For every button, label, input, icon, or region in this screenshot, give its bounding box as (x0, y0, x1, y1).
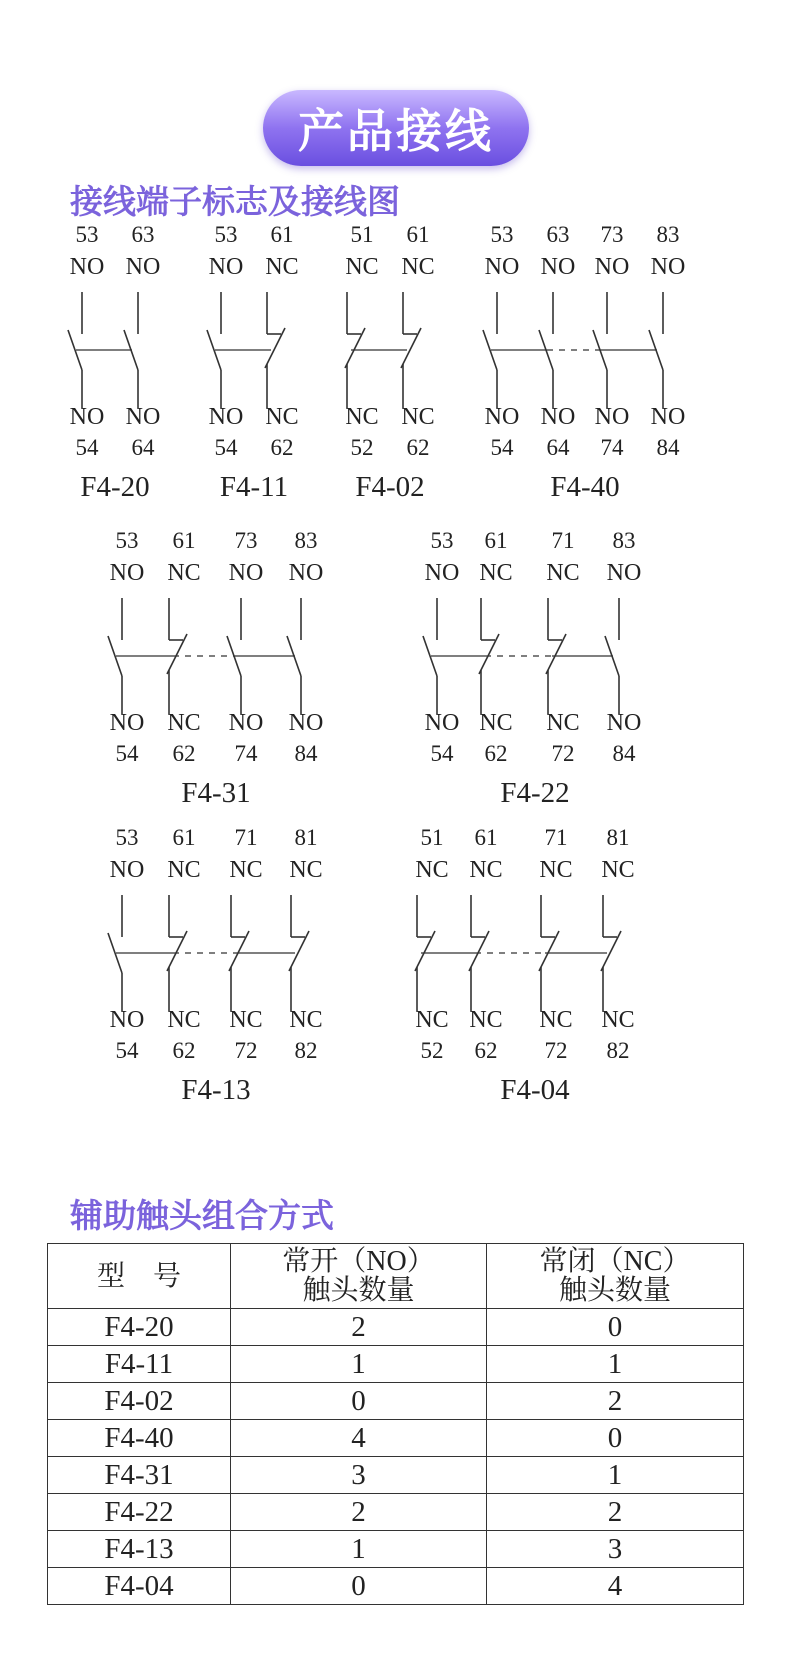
count-cell: 1 (487, 1346, 744, 1383)
model-cell: F4-11 (48, 1346, 231, 1383)
terminal-number-bottom: 82 (294, 1038, 318, 1063)
contact-type-top: NO (109, 560, 145, 586)
terminal-number-bottom: 62 (172, 1038, 196, 1063)
contact-type-top: NO (650, 254, 686, 280)
count-cell: 3 (231, 1457, 487, 1494)
contact-type-top: NO (540, 254, 576, 280)
count-cell: 1 (487, 1457, 744, 1494)
table-header-text: 常开（NO） (282, 1246, 435, 1277)
table-row (48, 1531, 744, 1568)
terminal-number-top: 83 (612, 528, 636, 553)
contact-type-top: NC (167, 560, 201, 586)
model-cell: F4-40 (48, 1420, 231, 1457)
table-row (48, 1568, 744, 1605)
count-cell: 0 (487, 1420, 744, 1457)
terminal-number-top: 81 (606, 825, 630, 850)
count-cell: 3 (487, 1531, 744, 1568)
table-header-row (48, 1244, 744, 1309)
contact-type-top: NO (606, 560, 642, 586)
table-row (48, 1420, 744, 1457)
table-header-text: 型 号 (96, 1260, 181, 1292)
count-cell: 1 (231, 1346, 487, 1383)
terminal-number-bottom: 62 (406, 435, 430, 460)
terminal-number-top: 51 (350, 222, 374, 247)
table-header-text: 常闭（NC） (539, 1246, 691, 1277)
terminal-number-top: 71 (551, 528, 575, 553)
terminal-number-top: 71 (234, 825, 258, 850)
terminal-number-top: 53 (430, 528, 454, 553)
contact-type-bottom: NC (265, 404, 299, 430)
terminal-number-top: 53 (115, 528, 139, 553)
diagram-f4-11 (207, 222, 299, 503)
terminal-number-top: 73 (600, 222, 624, 247)
model-label: F4-22 (500, 777, 570, 809)
model-cell: F4-20 (48, 1309, 231, 1346)
contact-type-bottom: NO (208, 404, 244, 430)
contact-type-bottom: NO (109, 710, 145, 736)
contact-type-bottom: NO (424, 710, 460, 736)
terminal-number-bottom: 52 (350, 435, 374, 460)
terminal-number-bottom: 64 (546, 435, 570, 460)
diagram-f4-13 (108, 825, 323, 1106)
diagram-f4-20 (68, 222, 160, 503)
terminal-number-bottom: 54 (214, 435, 238, 460)
contact-type-top: NC (345, 254, 379, 280)
model-cell: F4-31 (48, 1457, 231, 1494)
terminal-number-top: 73 (234, 528, 258, 553)
table-row (48, 1346, 744, 1383)
count-cell: 1 (231, 1531, 487, 1568)
contact-type-bottom: NC (167, 1007, 201, 1033)
contact-type-bottom: NO (125, 404, 161, 430)
terminal-number-bottom: 72 (234, 1038, 258, 1063)
terminal-number-top: 63 (131, 222, 155, 247)
contact-type-top: NC (546, 560, 580, 586)
table-header-cell (487, 1244, 744, 1309)
terminal-number-top: 61 (406, 222, 430, 247)
table-row (48, 1494, 744, 1531)
contact-type-top: NC (539, 857, 573, 883)
banner-title: 产品接线 (298, 104, 494, 158)
contact-type-top: NC (601, 857, 635, 883)
table-row (48, 1457, 744, 1494)
contact-type-top: NC (479, 560, 513, 586)
contact-type-bottom: NC (289, 1007, 323, 1033)
model-label: F4-13 (181, 1074, 251, 1106)
contact-type-bottom: NO (606, 710, 642, 736)
table-body (48, 1309, 744, 1605)
terminal-number-top: 83 (656, 222, 680, 247)
terminal-number-bottom: 62 (484, 741, 508, 766)
contact-type-bottom: NO (69, 404, 105, 430)
contact-type-bottom: NC (469, 1007, 503, 1033)
contact-type-top: NO (288, 560, 324, 586)
count-cell: 2 (487, 1383, 744, 1420)
model-label: F4-11 (219, 471, 289, 503)
contact-type-top: NC (469, 857, 503, 883)
terminal-number-bottom: 54 (115, 741, 139, 766)
terminal-number-top: 83 (294, 528, 318, 553)
model-cell: F4-04 (48, 1568, 231, 1605)
terminal-number-top: 61 (474, 825, 498, 850)
contact-type-top: NO (484, 254, 520, 280)
terminal-number-bottom: 72 (544, 1038, 568, 1063)
contact-type-top: NC (415, 857, 449, 883)
contact-type-top: NC (289, 857, 323, 883)
contact-type-top: NO (424, 560, 460, 586)
terminal-number-bottom: 54 (490, 435, 514, 460)
diagram-f4-22 (423, 528, 641, 809)
contact-type-bottom: NC (401, 404, 435, 430)
contact-type-bottom: NC (546, 710, 580, 736)
contact-type-bottom: NO (540, 404, 576, 430)
terminal-number-bottom: 64 (131, 435, 155, 460)
terminal-number-top: 53 (490, 222, 514, 247)
diagram-f4-02 (345, 222, 435, 503)
count-cell: 4 (487, 1568, 744, 1605)
terminal-number-top: 61 (270, 222, 294, 247)
terminal-number-bottom: 62 (270, 435, 294, 460)
terminal-number-bottom: 52 (420, 1038, 444, 1063)
table-header-text: 触头数量 (558, 1275, 671, 1306)
contact-type-bottom: NC (167, 710, 201, 736)
count-cell: 0 (231, 1383, 487, 1420)
section-title-wiring: 接线端子标志及接线图 (70, 182, 400, 221)
terminal-number-bottom: 82 (606, 1038, 630, 1063)
section-title-combination: 辅助触头组合方式 (70, 1196, 334, 1235)
contact-type-top: NO (594, 254, 630, 280)
terminal-number-top: 53 (214, 222, 238, 247)
terminal-number-bottom: 74 (234, 741, 258, 766)
terminal-number-top: 71 (544, 825, 568, 850)
terminal-number-top: 53 (75, 222, 99, 247)
contact-type-top: NC (265, 254, 299, 280)
contact-type-top: NC (167, 857, 201, 883)
model-cell: F4-22 (48, 1494, 231, 1531)
contact-type-bottom: NC (539, 1007, 573, 1033)
terminal-number-top: 53 (115, 825, 139, 850)
contact-type-top: NO (125, 254, 161, 280)
terminal-number-bottom: 54 (115, 1038, 139, 1063)
terminal-number-bottom: 84 (612, 741, 636, 766)
contact-type-bottom: NC (229, 1007, 263, 1033)
contact-type-bottom: NO (650, 404, 686, 430)
terminal-number-bottom: 62 (474, 1038, 498, 1063)
terminal-number-bottom: 72 (551, 741, 575, 766)
terminal-number-bottom: 84 (294, 741, 318, 766)
combination-table (47, 1243, 744, 1605)
diagram-f4-04 (415, 825, 635, 1106)
terminal-number-top: 51 (420, 825, 444, 850)
terminal-number-top: 61 (484, 528, 508, 553)
table-row (48, 1309, 744, 1346)
terminal-number-bottom: 54 (430, 741, 454, 766)
count-cell: 0 (231, 1568, 487, 1605)
contact-type-bottom: NO (109, 1007, 145, 1033)
contact-type-top: NC (401, 254, 435, 280)
terminal-number-top: 81 (294, 825, 318, 850)
contact-type-bottom: NO (594, 404, 630, 430)
model-label: F4-20 (80, 471, 150, 503)
count-cell: 2 (231, 1494, 487, 1531)
contact-type-bottom: NC (479, 710, 513, 736)
model-cell: F4-13 (48, 1531, 231, 1568)
terminal-number-bottom: 74 (600, 435, 624, 460)
table-header-cell (48, 1244, 231, 1309)
table-header-cell (231, 1244, 487, 1309)
count-cell: 2 (487, 1494, 744, 1531)
contact-type-top: NO (208, 254, 244, 280)
table-row (48, 1383, 744, 1420)
model-cell: F4-02 (48, 1383, 231, 1420)
model-label: F4-31 (181, 777, 251, 809)
contact-type-bottom: NO (484, 404, 520, 430)
contact-type-bottom: NC (345, 404, 379, 430)
count-cell: 4 (231, 1420, 487, 1457)
model-label: F4-02 (355, 471, 425, 503)
contact-type-top: NO (109, 857, 145, 883)
terminal-number-top: 63 (546, 222, 570, 247)
terminal-number-bottom: 84 (656, 435, 680, 460)
diagram-f4-40 (483, 222, 685, 503)
contact-type-bottom: NO (228, 710, 264, 736)
terminal-number-top: 61 (172, 825, 196, 850)
count-cell: 0 (487, 1309, 744, 1346)
contact-type-top: NC (229, 857, 263, 883)
contact-type-bottom: NC (415, 1007, 449, 1033)
terminal-number-bottom: 54 (75, 435, 99, 460)
contact-type-bottom: NC (601, 1007, 635, 1033)
terminal-number-top: 61 (172, 528, 196, 553)
terminal-number-bottom: 62 (172, 741, 196, 766)
contact-type-top: NO (69, 254, 105, 280)
contact-type-bottom: NO (288, 710, 324, 736)
model-label: F4-40 (550, 471, 620, 503)
table-header-text: 触头数量 (302, 1275, 415, 1306)
model-label: F4-04 (500, 1074, 570, 1106)
contact-type-top: NO (228, 560, 264, 586)
count-cell: 2 (231, 1309, 487, 1346)
diagram-f4-31 (108, 528, 323, 809)
